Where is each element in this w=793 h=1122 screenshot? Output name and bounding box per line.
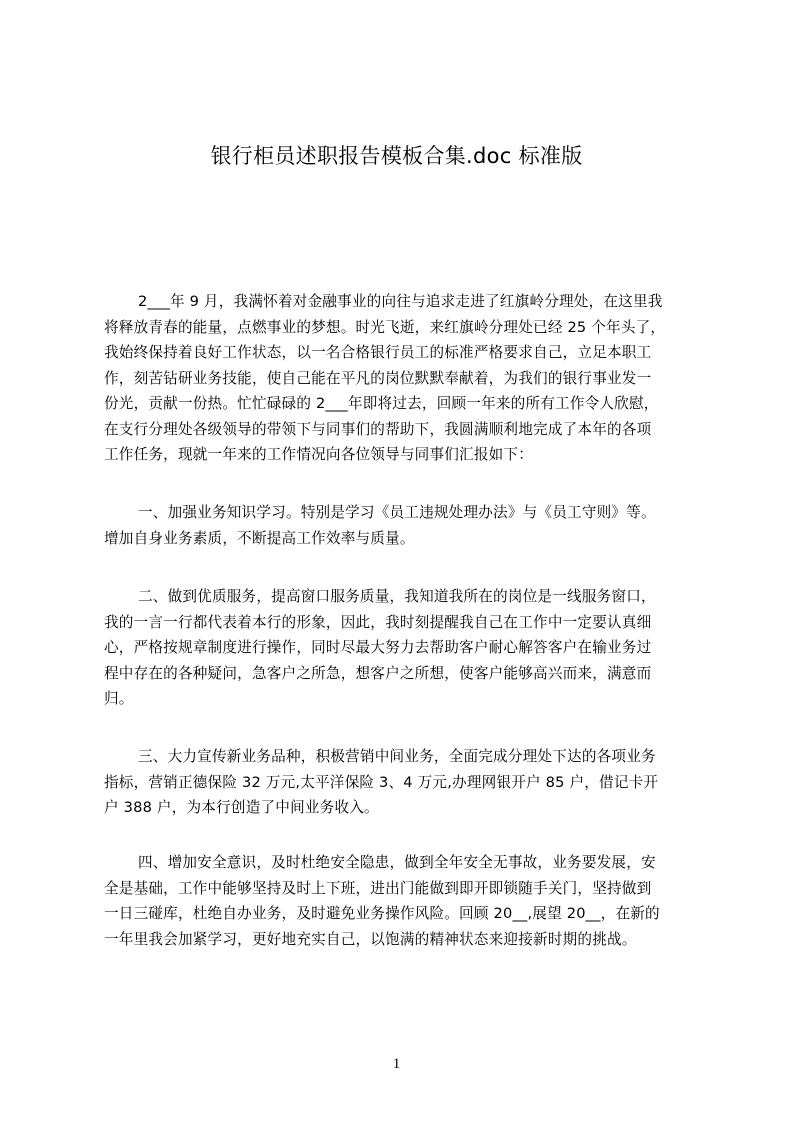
paragraph-section-2 [104,584,698,712]
paragraph-line: 指标，营销正德保险 32 万元,太平洋保险 3、4 万元,办理网银开户 85 户，借记卡开 [104,773,659,791]
paragraph-line: 工作任务，现就一年来的工作情况向各位领导与同事们汇报如下： [104,446,534,463]
paragraph-line: 我的一言一行都代表着本行的形象，因此，我时刻提醒我自己在工作中一定要认真细 [104,613,652,631]
paragraph-line: 二、做到优质服务，提高窗口服务质量，我知道我所在的岗位是一线服务窗口， [138,588,656,605]
paragraph-line: 在支行分理处各级领导的带领下与同事们的帮助下，我圆满顺利地完成了本年的各项 [104,420,652,438]
paragraph-line: 四、增加安全意识，及时杜绝安全隐患，做到全年安全无事故，业务要发展，安 [138,854,656,871]
paragraph-line: 一年里我会加紧学习，更好地充实自己，以饱满的精神状态来迎接新时期的挑战。 [104,930,637,948]
paragraph-line: 一日三碰库，杜绝自办业务，及时避免业务操作风险。回顾 20__,展望 20__，在新的 [104,905,660,922]
paragraph-line: 三、大力宣传新业务品种，积极营销中间业务，全面完成分理处下达的各项业务 [138,748,656,765]
paragraph-line: 2___年 9 月，我满怀着对金融事业的向往与追求走进了红旗岭分理处，在这里我 [138,293,663,310]
paragraph-line: 程中存在的各种疑问，急客户之所急，想客户之所想，使客户能够高兴而来，满意而 [104,664,652,682]
paragraph-line: 全是基础，工作中能够坚持及时上下班，进出门能做到即开即锁随手关门，坚持做到 [104,879,652,897]
paragraph-line: 份光，贡献一份热。忙忙碌碌的 2___年即将过去，回顾一年来的所有工作令人欣慰， [104,395,659,412]
paragraph-intro [104,289,698,468]
page-number: 1 [392,1056,401,1072]
paragraph-line: 增加自身业务素质，不断提高工作效率与质量。 [104,529,415,547]
paragraph-section-1 [104,500,698,551]
paragraph-line: 归。 [104,690,134,707]
paragraph-section-4 [104,850,698,952]
paragraph-line: 我始终保持着良好工作状态，以一名合格银行员工的标准严格要求自己，立足本职工 [104,344,652,361]
paragraph-section-3 [104,744,698,821]
paragraph-line: 户 388 户，为本行创造了中间业务收入。 [104,799,379,816]
paragraph-line: 一、加强业务知识学习。特别是学习《员工违规处理办法》与《员工守则》等。 [138,504,656,521]
document-title: 银行柜员述职报告模板合集.doc 标准版 [210,144,583,168]
paragraph-line: 作，刻苦钻研业务技能，使自己能在平凡的岗位默默奉献着，为我们的银行事业发一 [104,369,652,387]
paragraph-line: 心，严格按规章制度进行操作，同时尽最大努力去帮助客户耐心解答客户在输业务过 [104,639,652,656]
paragraph-line: 将释放青春的能量，点燃事业的梦想。时光飞逝，来红旗岭分理处已经 25 个年头了， [104,318,666,336]
